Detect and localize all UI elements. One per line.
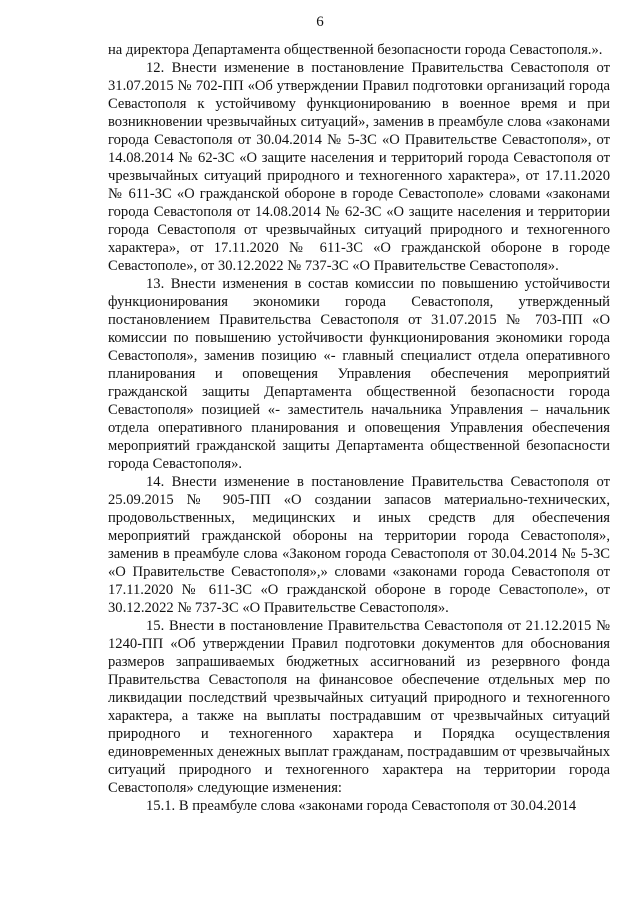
paragraph-item-14: 14. Внести изменение в постановление Правительства Севастополя от 25.09.2015 № 905-ПП «О создании запасов материально-технических, продовольственных, медицинских и иных средств для обеспечения мероприятий гражданской обороны на территории города Севастополя», заменив в преамбуле слова «Законом города Севастополя от 30.04.2014 № 5-ЗС «О Правительстве Севастополя»,» словами «законами города Севастополя от 17.11.2020 № 611-ЗС «О гражданской обороне в городе Севастополе», от 30.12.2022 № 737-ЗС «О Правительстве Севастополя». xyxy=(108,474,610,616)
page-number: 6 xyxy=(316,14,324,30)
paragraph-item-12: 12. Внести изменение в постановление Правительства Севастополя от 31.07.2015 № 702-ПП «Об утверждении Правил подготовки организаций города Севастополя к устойчивому функционированию в военное время и при возникновении чрезвычайных ситуаций», заменив в преамбуле слова «законами города Севастополя от 30.04.2014 № 5-ЗС «О Правительстве Севастополя», от 14.08.2014 № 62-ЗС «О защите населения и территорий города Севастополя от чрезвычайных ситуаций природного и техногенного характера», от 17.11.2020 № 611-ЗС «О гражданской обороне в городе Севастополе» словами «законами города Севастополя от 14.08.2014 № 62-ЗС «О защите населения и территории города Севастополя от чрезвычайных ситуаций природного и техногенного характера», от 17.11.2020 № 611-ЗС «О гражданской обороне в городе Севастополе», от 30.12.2022 № 737-ЗС «О Правительстве Севастополя». xyxy=(108,60,610,274)
paragraph-item-13: 13. Внести изменения в состав комиссии по повышению устойчивости функционирования экономики города Севастополя, утвержденный постановлением Правительства Севастополя от 31.07.2015 № 703-ПП «О комиссии по повышению устойчивости функционирования экономики города Севастополя», заменив позицию «- главный специалист отдела оперативного планирования и оповещения Управления обеспечения мероприятий гражданской защиты Департамента общественной безопасности города Севастополя» позицией «- заместитель начальника Управления – начальник отдела оперативного планирования и оповещения Управления обеспечения мероприятий гражданской защиты Департамента общественной безопасности города Севастополя». xyxy=(108,276,610,472)
paragraph-item-15-1: 15.1. В преамбуле слова «законами города Севастополя от 30.04.2014 xyxy=(146,798,577,814)
paragraph-continuation: на директора Департамента общественной безопасности города Севастополя.». xyxy=(108,42,603,58)
document-body xyxy=(108,41,610,815)
paragraph-item-15: 15. Внести в постановление Правительства Севастополя от 21.12.2015 № 1240-ПП «Об утверждении Правил подготовки документов для обоснования размеров запрашиваемых бюджетных ассигнований из резервного фонда Правительства Севастополя на финансовое обеспечение отдельных мер по ликвидации последствий чрезвычайных ситуаций природного и техногенного характера, а также на выплаты пострадавшим от чрезвычайных ситуаций природного и техногенного характера и Порядка осуществления единовременных денежных выплат гражданам, пострадавшим от чрезвычайных ситуаций природного и техногенного характера на территории города Севастополя» следующие изменения: xyxy=(108,618,610,796)
